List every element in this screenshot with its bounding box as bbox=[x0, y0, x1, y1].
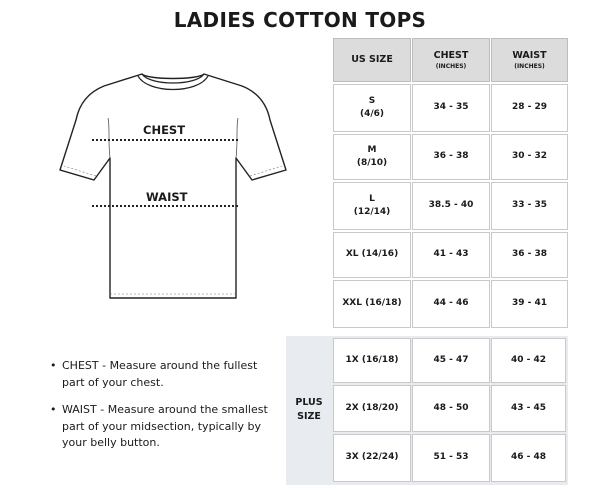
chest-cell: 45 - 47 bbox=[412, 338, 490, 383]
waist-cell: 43 - 45 bbox=[491, 385, 566, 432]
size-sub-label: (4/6) bbox=[359, 109, 385, 119]
header-unit: (INCHES) bbox=[435, 62, 467, 70]
bullet-icon: • bbox=[50, 403, 57, 416]
size-label: M bbox=[367, 144, 377, 155]
plus-size-label: PLUS SIZE bbox=[295, 397, 323, 422]
chest-cell: 44 - 46 bbox=[412, 280, 490, 328]
header-label: US SIZE bbox=[351, 54, 393, 66]
size-sub-label: (8/10) bbox=[356, 158, 388, 168]
tshirt-diagram-icon bbox=[58, 62, 288, 307]
waist-cell: 39 - 41 bbox=[491, 280, 568, 328]
measurement-notes bbox=[50, 358, 282, 463]
note-text: WAIST - Measure around the smallest part of your midsection, typically by your belly button. bbox=[62, 403, 268, 449]
waist-cell: 36 - 38 bbox=[491, 232, 568, 278]
chest-cell: 36 - 38 bbox=[412, 134, 490, 180]
note-chest bbox=[50, 358, 282, 391]
note-waist bbox=[50, 402, 282, 452]
size-cell: 1X (16/18) bbox=[333, 338, 411, 383]
size-cell: XL (14/16) bbox=[333, 232, 411, 278]
header-us-size bbox=[333, 38, 411, 82]
size-sub-label: (12/14) bbox=[353, 207, 391, 217]
chest-cell: 34 - 35 bbox=[412, 84, 490, 132]
page-title: LADIES COTTON TOPS bbox=[173, 8, 427, 32]
size-cell: 2X (18/20) bbox=[333, 385, 411, 432]
waist-cell: 40 - 42 bbox=[491, 338, 566, 383]
waist-cell: 33 - 35 bbox=[491, 182, 568, 230]
waist-cell: 46 - 48 bbox=[491, 434, 566, 482]
header-label: CHEST bbox=[433, 49, 469, 61]
chest-cell: 51 - 53 bbox=[412, 434, 490, 482]
header-unit: (INCHES) bbox=[514, 62, 545, 70]
size-cell: 3X (22/24) bbox=[333, 434, 411, 482]
note-text: CHEST - Measure around the fullest part of your chest. bbox=[62, 359, 258, 389]
header-label: WAIST bbox=[512, 49, 547, 61]
size-label: L bbox=[369, 193, 375, 204]
waist-label: WAIST bbox=[146, 190, 188, 204]
waist-cell: 30 - 32 bbox=[491, 134, 568, 180]
chest-cell: 41 - 43 bbox=[412, 232, 490, 278]
size-cell bbox=[333, 84, 411, 132]
waist-cell: 28 - 29 bbox=[491, 84, 568, 132]
size-cell bbox=[333, 182, 411, 230]
size-cell bbox=[333, 134, 411, 180]
header-waist bbox=[491, 38, 568, 82]
header-chest bbox=[412, 38, 490, 82]
size-cell: XXL (16/18) bbox=[333, 280, 411, 328]
bullet-icon: • bbox=[50, 359, 57, 372]
size-label: S bbox=[368, 95, 376, 106]
chest-label: CHEST bbox=[143, 123, 186, 137]
chest-cell: 38.5 - 40 bbox=[412, 182, 490, 230]
chest-cell: 48 - 50 bbox=[412, 385, 490, 432]
